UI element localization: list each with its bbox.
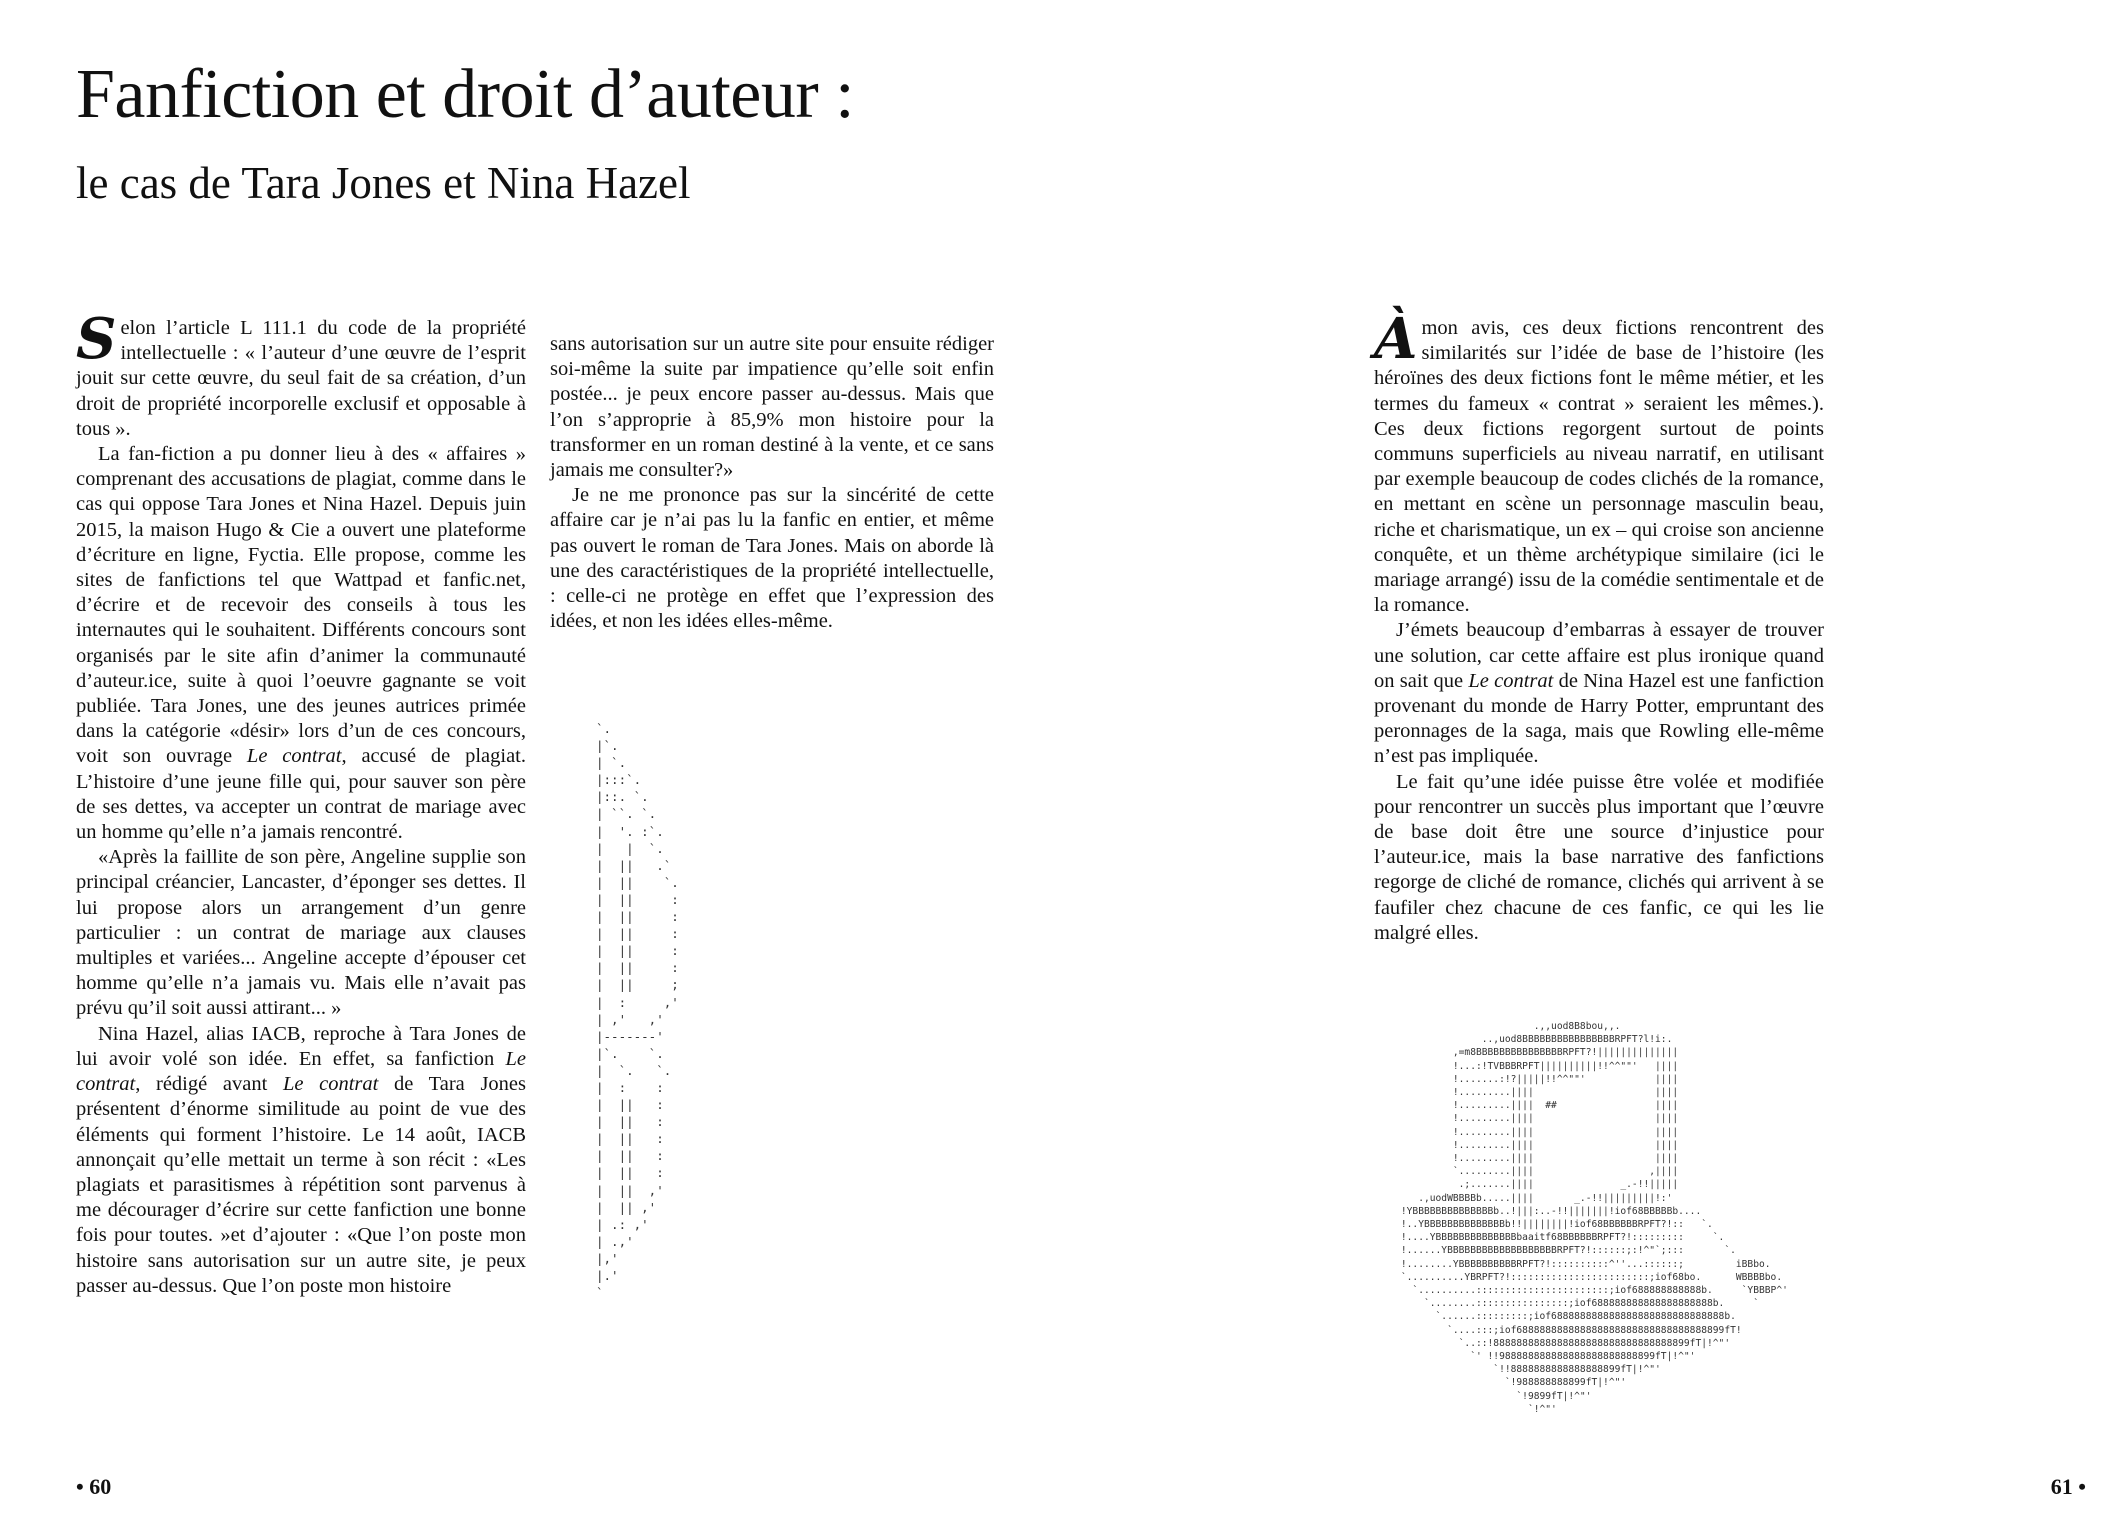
paragraph-2-text-a: J’émets beaucoup d’embarras à essayer de trouver une solution, car cette affaire est plus ironique quand on sait que <box>1374 619 1824 692</box>
ascii-art-letter-b: `. |`. | `. |:::`. |::. `. | ``. `. | '. :`. | | `. | || .` | || `. | || : | || : | || : | || : | || : | || ; | : ,' | ,' ,' |-------' |`. `. | `. `. | : : | || : | || : | || : | || : | || : | || ,' | || ,' | .: ,' | .,' |,' |.' ` <box>596 721 679 1301</box>
book-title: Le contrat <box>246 745 342 768</box>
drop-cap: À <box>1374 306 1418 372</box>
article-subtitle: le cas de Tara Jones et Nina Hazel <box>76 158 691 208</box>
paragraph-4-text-a: Nina Hazel, alias IACB, reproche à Tara Jones de lui avoir volé son idée. En effet, sa fanfiction <box>76 1022 526 1070</box>
paragraph-2 <box>1374 618 1824 769</box>
left-column-1 <box>76 306 527 1299</box>
book-title: Le contrat <box>282 1073 379 1096</box>
paragraph-opinion: Je ne me prononce pas sur la sincérité de cette affaire car je n’ai pas lu la fanfic en entier, et même pas ouvert le roman de Tara Jones. Mais on aborde là une des caractéristiques de la propriété intellectuelle, : celle-ci ne protège en effet que l’expression des idées, et non les idées elles-même. <box>550 484 994 633</box>
ascii-art-top-hat: .,,uod8B8bou,,. ..,uod8BBBBBBBBBBBBBBBBRPFT?l!i:. ,=m8BBBBBBBBBBBBBBBRPFT?!|||||||||||||| !...:!TVBBBRPFT||||||||||!!^^""' |||| !.......:!?|||||!!^^""' |||| !.........|||| |||| !.........|||| ## |||| !.........|||| |||| !.........|||| |||| !.........|||| |||| !.........|||| |||| `.........|||| ,|||| .;.......|||| _.-!!||||| .,uodWBBBBb.....|||| _.-!!|||||||||!:' !YBBBBBBBBBBBBBBb..!|||:..-!!|||||||!iof68BBBBBb.... !..YBBBBBBBBBBBBBBb!!||||||||!iof68BBBBBBRPFT?!:: `. !....YBBBBBBBBBBBBBBbaaitf68BBBBBBRPFT?!::::::::: `. !......YBBBBBBBBBBBBBBBBBBBRPFT?!::::::;:!^"`;::: `. !........YBBBBBBBBBBRPFT?!::::::::::^''...::::::; iBBbo. `..........YBRPFT?!::::::::::::::::::::::::;iof68bo. WBBBBbo. `..........:::::::::::::::::::::::;iof688888888888b. `YBBBP^' `........::::::::::::::::;iof688888888888888888888b. ` `......:::::::::;iof688888888888888888888888888888b. `....:::;iof688888888888888888888888888888888899fT! `..::!8888888888888888888888888888888899fT|!^"' `' !!988888888888888888888888899fT|!^"' `!!8888888888888888899fT|!^"' `!988888888899fT|!^"' `!9899fT|!^"' `!^"' <box>1400 1021 1788 1415</box>
page-number-left: • 60 <box>76 1474 112 1499</box>
paragraph-3-quote: «Après la faillite de son père, Angeline supplie son principal créancier, Lancaster, d’éponger ses dettes. Il lui propose alors un arrangement d’un genre particulier : un contrat de mariage aux clauses multiples et variées... Angeline accepte d’épouser cet homme qu’elle n’a jamais vu. Mais elle n’avait pas prévu qu’il soit aussi attirant... » <box>76 846 526 1020</box>
page-number-right: 61 • <box>2050 1474 2086 1499</box>
paragraph-3: Le fait qu’une idée puisse être volée et modifiée pour rencontrer un succès plus important que l’œuvre de base doit être une source d’injustice pour l’auteur.ice, mais la base narrative des fanfictions regorge de cliché de romance, clichés qui arrivent à se faufiler chez chacune de ces fanfic, ce qui les lie malgré elles. <box>1374 770 1824 944</box>
paragraph-2 <box>76 442 526 845</box>
paragraph-4-text-c: de Tara Jones présentent d’énorme similitude au point de vue des éléments qui forment l’histoire. Le 14 août, IACB annonçait qu’elle mettait un terme à son récit : «Les plagiats et parasitismes à répétition sont parvenus à me décourager d’écrire sur cette fanfiction une bonne fois pour toutes. »et d’ajouter : «Que l’on poste mon histoire sans autorisation sur un autre site, je peux passer au-dessus. Que l’on poste mon histoire <box>76 1073 527 1297</box>
paragraph-continued: sans autorisation sur un autre site pour ensuite rédiger soi-même la suite par impatience qu’elle soit enfin postée... je peux encore passer au-dessus. Mais que l’on s’approprie à 85,9% mon histoire pour la transformer en un roman destiné à la vente, et ce sans jamais me consulter?» <box>550 333 994 482</box>
paragraph-1-text: elon l’article L 111.1 du code de la propriété intellectuelle : « l’auteur d’une œuvre de l’esprit jouit sur cette œuvre, du seul fait de sa création, d’un droit de propriété incorporelle exclusif et opposable à tous ». <box>76 317 526 440</box>
paragraph-1-text: mon avis, ces deux fictions rencontrent des similarités sur l’idée de base de l’histoire (les héroïnes des deux fictions font le même métier, et les termes du fameux « contrat » seraient les mêmes.). Ces deux fictions regorgent surtout de points communs superficiels au niveau narratif, en utilisant par exemple beaucoup de codes clichés de la romance, en mettant en scène un personnage masculin beau, riche et charismatique, un ex – qui croise son ancienne conquête, et un thème archétypique similaire (ici le mariage arrangé) issu de la comédie sentimentale et de la romance. <box>1374 317 1824 617</box>
book-title: Le contrat <box>76 1047 527 1096</box>
paragraph-1 <box>76 306 526 442</box>
article-title: Fanfiction et droit d’auteur : <box>76 56 855 133</box>
left-column-2 <box>550 332 994 634</box>
paragraph-2-end: , accusé de plagiat. L’histoire d’une jeune fille qui, pour sauver son père de ses dettes, va accepter un contrat de mariage avec un homme qu’elle n’a jamais rencontré. <box>76 745 527 844</box>
book-title: Le contrat <box>1468 669 1554 692</box>
drop-cap: S <box>76 306 117 372</box>
right-column <box>1374 306 1824 946</box>
paragraph-1 <box>1374 306 1824 618</box>
paragraph-4-text-b: , rédigé avant <box>135 1073 268 1096</box>
paragraph-2-text: La fan-fiction a pu donner lieu à des « affaires » comprenant des accusations de plagiat, comme dans le cas qui oppose Tara Jones et Nina Hazel. Depuis juin 2015, la maison Hugo & Cie a ouvert une plateforme d’écriture en ligne, Fyctia. Elle propose, comme les sites de fanfictions tel que Wattpad et fanfic.net, d’écrire et de recevoir des conseils à tous les internautes qui le souhaitent. Différents concours sont organisés par le site afin d’animer la communauté d’auteur.ice, suite à quoi l’oeuvre gagnante se voit publiée. Tara Jones, une des jeunes autrices primée dans la catégorie «désir» lors d’un de ces concours, voit son ouvrage <box>76 443 526 768</box>
paragraph-4 <box>76 1022 526 1299</box>
paragraph-2-text-b: de Nina Hazel est une fanfiction provenant du monde de Harry Potter, empruntant des peronnages de la saga, mais que Rowling elle-même n’est pas impliquée. <box>1374 669 1824 768</box>
